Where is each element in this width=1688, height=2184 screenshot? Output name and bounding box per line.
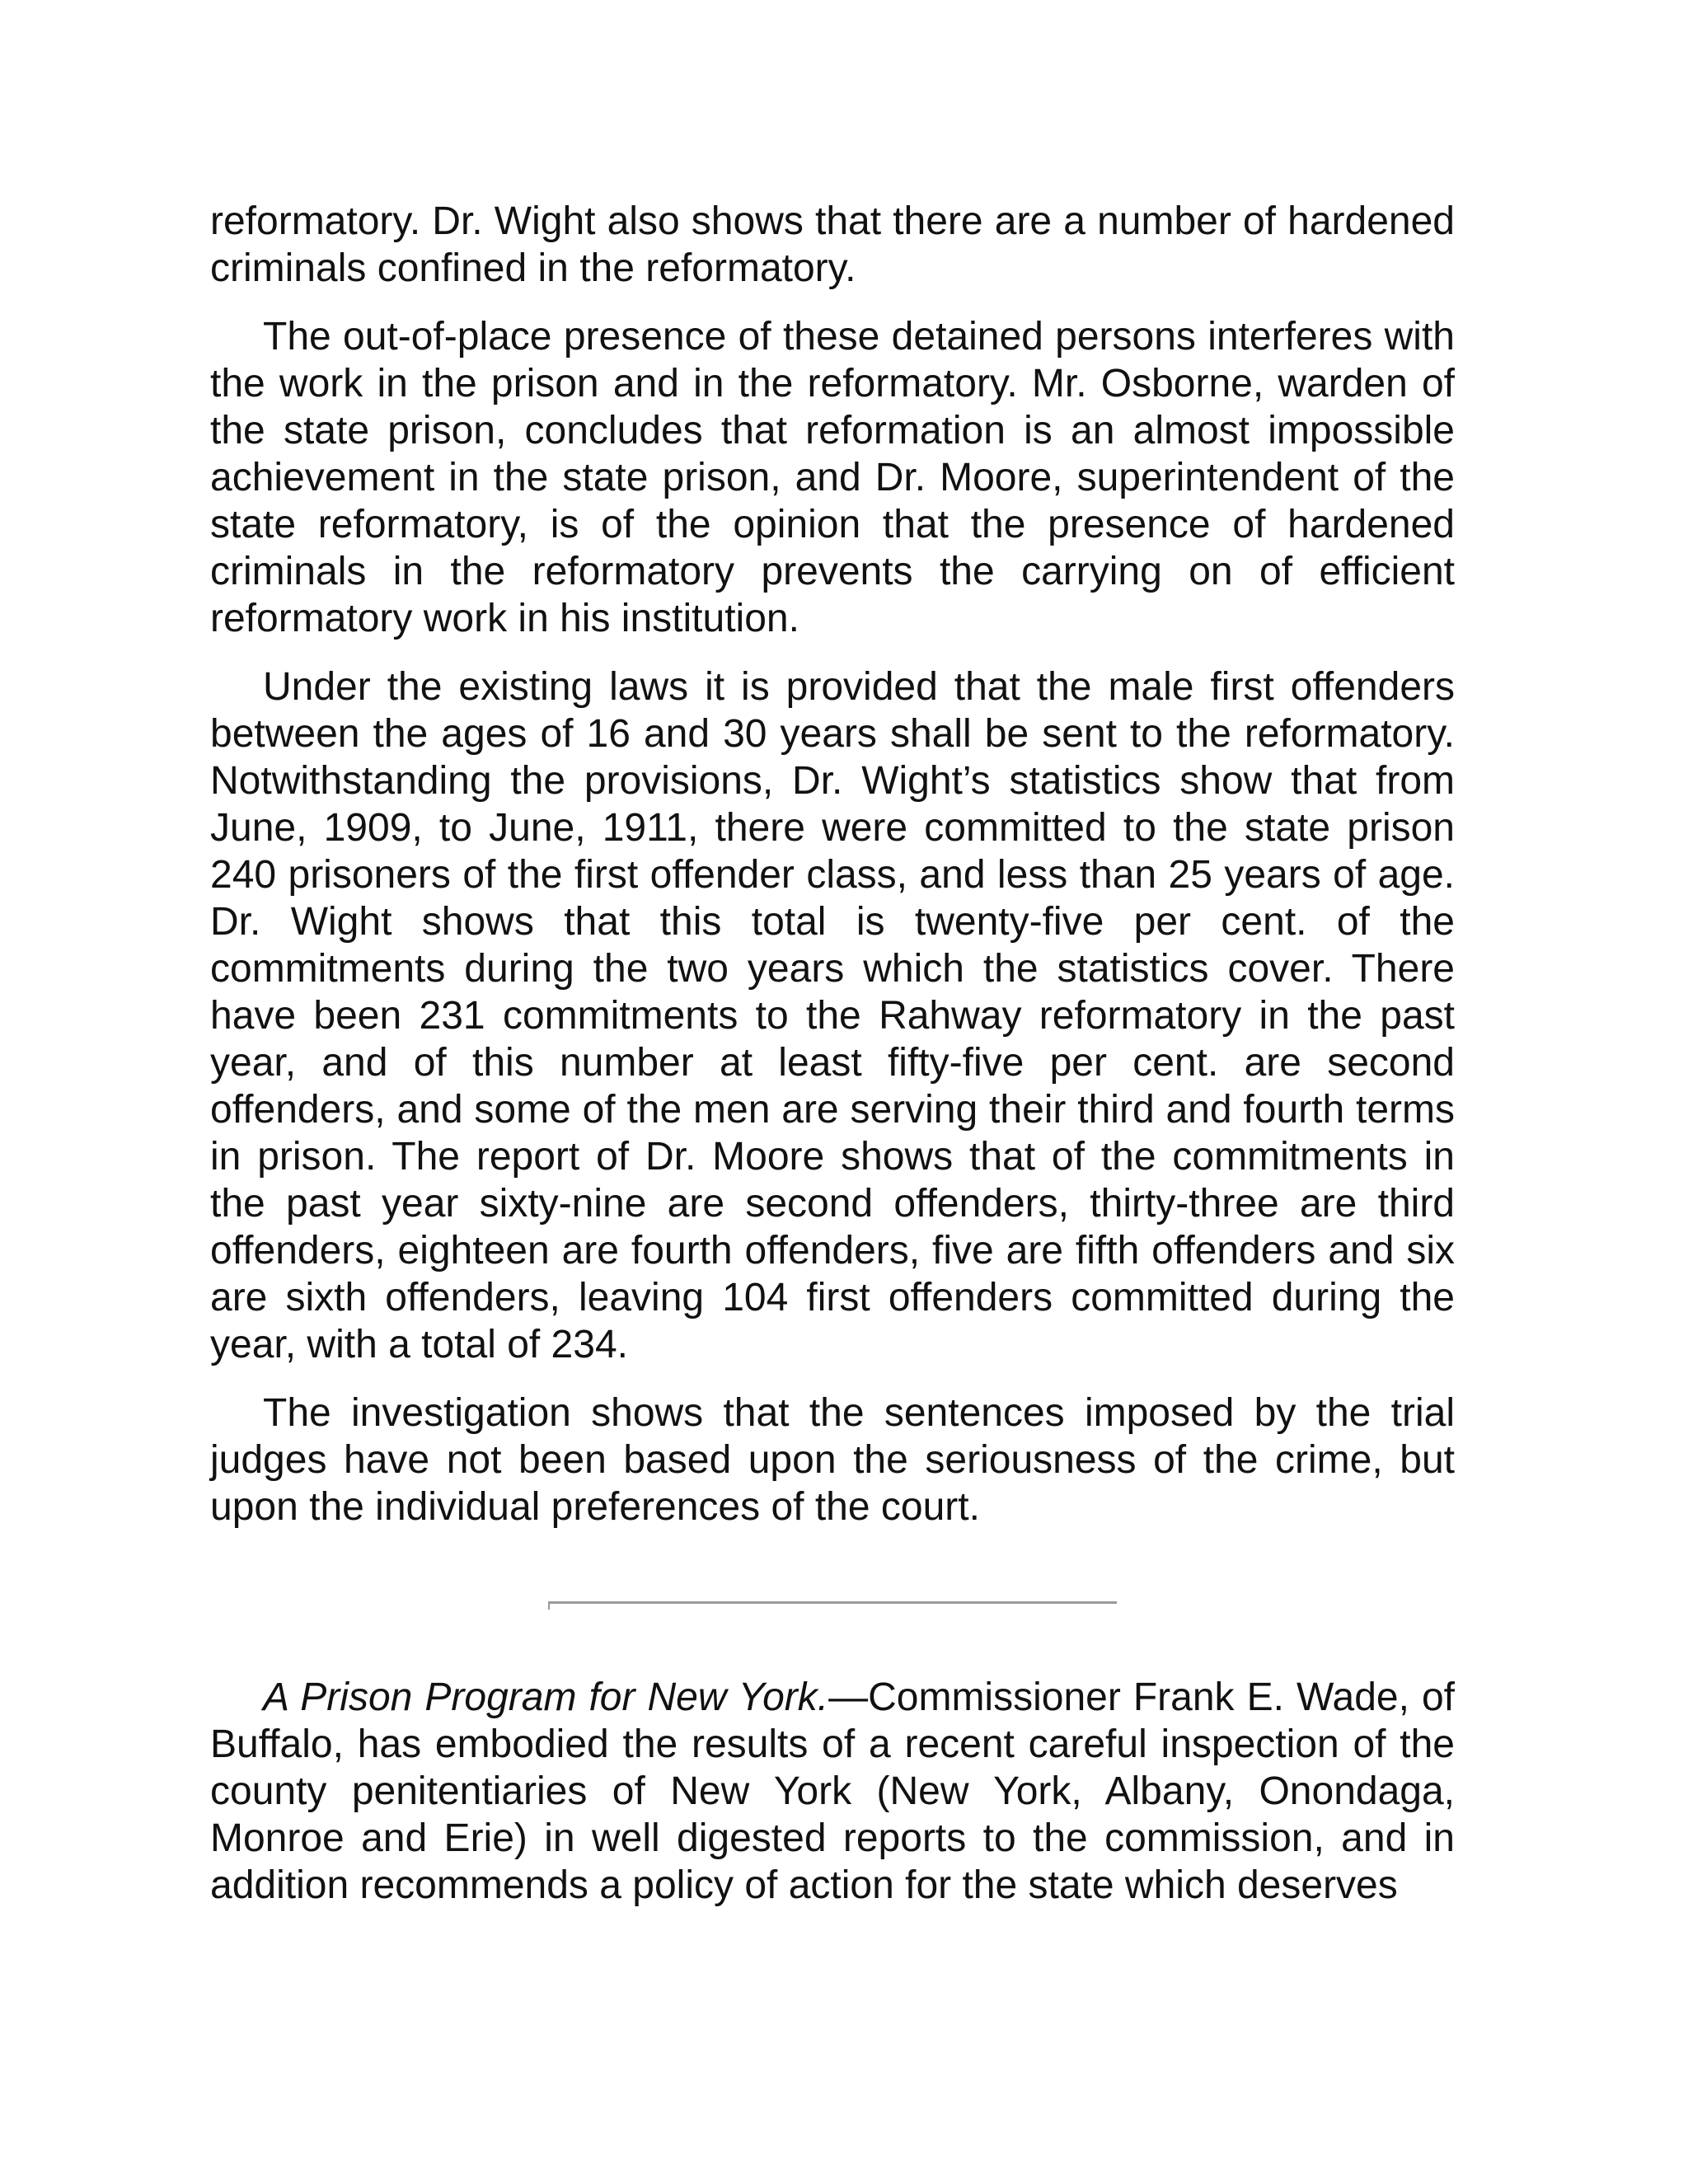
paragraph-presence: The out-of-place presence of these detained persons interferes with the work in the prison and in the reformatory. Mr. Osborne, warden of the state prison, concludes that reformation is an almost impossible achievement in the state prison, and Dr. Moore, superintendent of the state reformatory, is of the opinion that the presence of hardened criminals in the reformatory prevents the carrying on of efficient reformatory work in his institution. <box>210 315 1455 640</box>
paragraph-statistics: Under the existing laws it is provided that the male first offenders between the ages of 16 and 30 years shall be sent to the reformatory. Notwithstanding the provisions, Dr. Wight’s statistics show that from June, 1909, to June, 1911, there were committed to the state prison 240 prisoners of the first offender class, and less than 25 years of age. Dr. Wight shows that this total is twenty-five per cent. of the commitments during the two years which the statistics cover. There have been 231 commitments to the Rahway reformatory in the past year, and of this number at least fifty-five per cent. are second offenders, and some of the men are serving their third and fourth terms in prison. The report of Dr. Moore shows that of the commitments in the past year sixty-nine are second offenders, thirty-three are third offenders, eighteen are fourth offenders, five are fifth offenders and six are sixth offenders, leaving 104 first offenders committed during the year, with a total of 234. <box>210 665 1455 1366</box>
paragraph-continued: reformatory. Dr. Wight also shows that there are a number of hardened criminals confined in the reformatory. <box>210 199 1455 290</box>
section-text: —Commissioner Frank E. Wade, of Buffalo, has embodied the results of a recent careful inspection of the county penitentiaries of New York (New York, Albany, Onondaga, Monroe and Erie) in well digested reports to the commission, and in addition recommends a policy of action for the state which deserves <box>210 1675 1455 1907</box>
section-divider <box>548 1601 1117 1604</box>
document-page <box>210 198 1455 1930</box>
section-title: A Prison Program for New York. <box>263 1675 829 1719</box>
paragraph-sentences: The investigation shows that the sentences imposed by the trial judges have not been based upon the seriousness of the crime, but upon the individual preferences of the court. <box>210 1391 1455 1529</box>
paragraph-prison-program <box>210 1674 1455 1909</box>
